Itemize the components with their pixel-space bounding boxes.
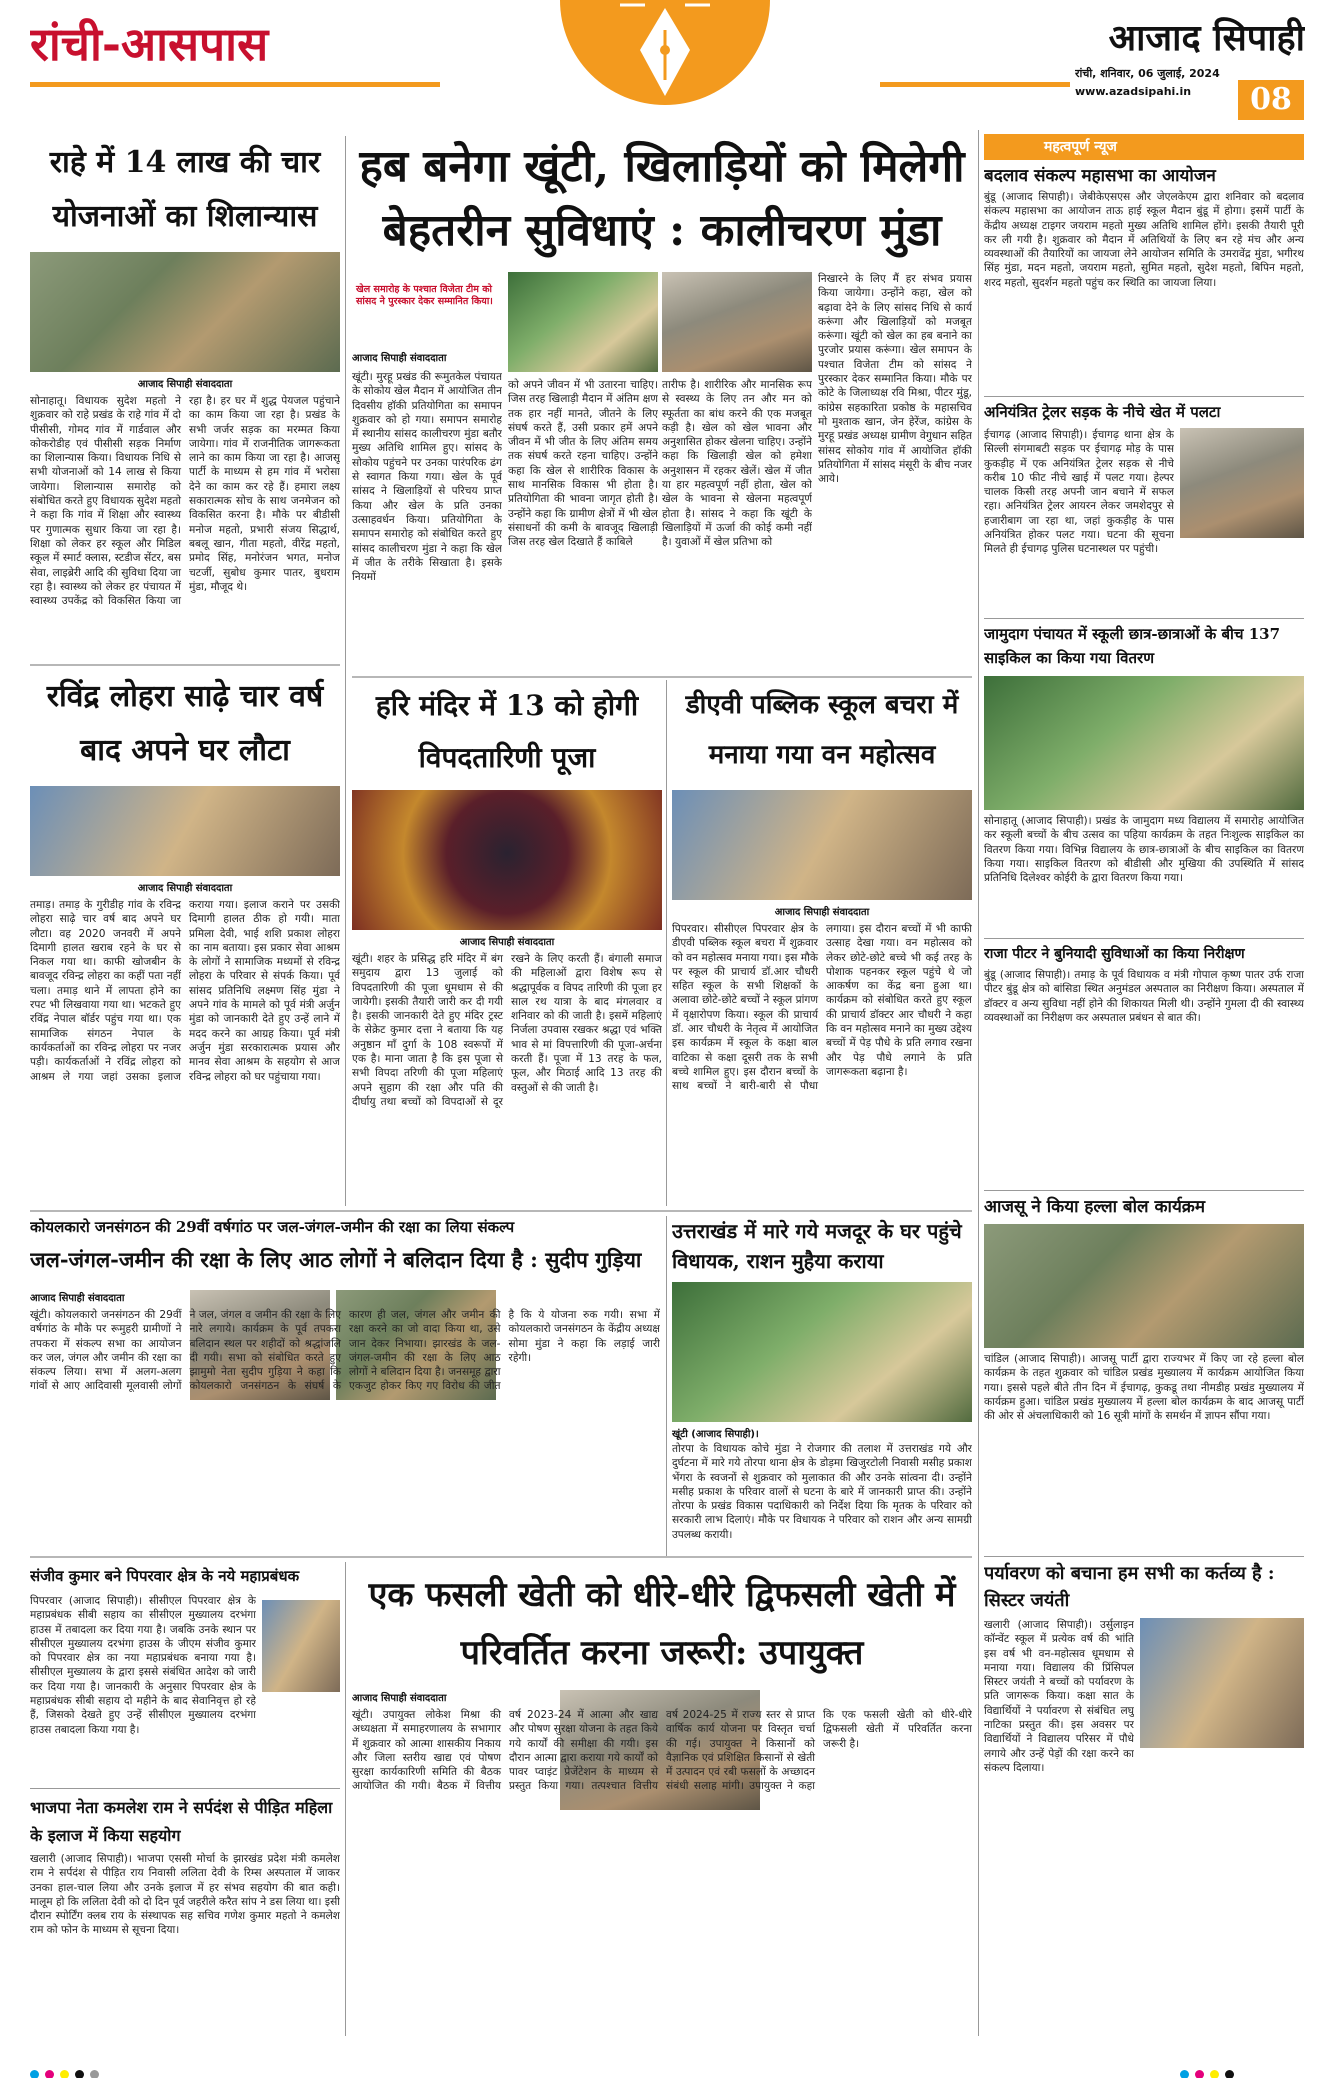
paper-name: आजाद सिपाही	[1108, 17, 1305, 59]
right-n4-headline: राजा पीटर ने बुनियादी सुविधाओं का किया निरीक्षण	[984, 946, 1245, 962]
pen-nib-icon	[560, 0, 770, 105]
column-rule	[666, 680, 667, 1206]
column-rule	[666, 1216, 667, 1556]
right-n6-photo	[1140, 1618, 1304, 1748]
divider	[984, 1190, 1304, 1191]
masthead	[0, 0, 1325, 128]
important-news-label: महत्वपूर्ण न्यूज	[984, 134, 1304, 160]
koel-byline: आजाद सिपाही संवाददाता	[30, 1293, 125, 1304]
mid2-body: पिपरवार। सीसीएल पिपरवार क्षेत्र के डीएवी पब्लिक स्कूल बचरा में शुक्रवार को वन महोत्सव मनाया गया। इस मौके पर स्कूल की प्राचार्य डॉ.आर चौधरी सहित स्कूल के सभी शिक्षकों के अलावा छोटे-छोटे बच्चों ने स्कूल प्रांगण में वृक्षारोपण किया। स्कूल की प्राचार्य डॉ. आर चौधरी के नेतृत्व में आयोजित इस कार्यक्रम में स्कूल के कक्षा बाल वाटिका से कक्षा दूसरी तक के सभी बच्चे शामिल हुए। इस दौरान बच्चों के साथ बच्चों ने बारी-बारी से पौधा लगाया। इस दौरान बच्चों में भी काफी उत्साह देखा गया। वन महोत्सव को लेकर छोटे-छोटे बच्चे भी कई तरह के पोशाक पहनकर स्कूल पहुंचे थे जो आकर्षण का केंद्र बना हुआ था। कार्यक्रम को संबोधित करते हुए स्कूल की प्राचार्य डॉक्टर आर चौधरी ने कहा कि वन महोत्सव मनाने का मुख्य उद्देश्य बच्चों में पेड़ पौधे के प्रति लगाव रखना और पेड़ पौधे लगाने के प्रति जागरूकता बढ़ाना है।	[672, 923, 972, 1093]
mid2-byline: आजाद सिपाही संवाददाता	[774, 907, 870, 918]
column-rule	[345, 1562, 346, 2036]
right-n6-body: खलारी (आजाद सिपाही)। उर्सुलाइन कॉन्वेंट स्कूल में प्रत्येक वर्ष की भांति इस वर्ष भी वन-महोत्सव धूमधाम से मनाया गया। विद्यालय की प्रिंसिपल सिस्टर जयंती ने बच्चों को पर्यावरण के प्रति जागरूक किया। कक्षा सात के विद्यार्थियों ने पर्यावरण से संबंधित लघु नाटिका प्रस्तुत की। इस अवसर पर विद्यार्थियों ने विद्यालय परिसर में पौधे लगाये और उन्हें पेड़ों की रक्षा करने का संकल्प दिलाया।	[984, 1619, 1134, 1774]
lead-headline-1: हब बनेगा खूंटी, खिलाड़ियों को मिलेगी	[359, 141, 965, 192]
right-n3-headline: जामुदाग पंचायत में स्कूली छात्र-छात्राओं के बीच 137 साइकिल का किया गया वितरण	[984, 625, 1281, 667]
column-rule	[978, 130, 979, 2036]
right-n5-body: चांडिल (आजाद सिपाही)। आजसू पार्टी द्वारा राज्यभर में किए जा रहे हल्ला बोल कार्यक्रम के तहत शुक्रवार को चांडिल प्रखंड मुख्यालय में कार्यक्रम आयोजित किया गया। इससे पहले बीते तीन दिन में ईचागढ़, कुकडू तथा नीमडीह प्रखंड मुख्यालय में कार्यक्रम हुआ। चांडिल प्रखंड मुख्यालय में हल्ला बोल कार्यक्रम के बाद आजसू पार्टी की ओर से अंचलाधिकारी को 16 सूत्री मांगों के समर्थन में ज्ञापन सौंपा गया।	[984, 1353, 1304, 1423]
koel-body: खूंटी। कोयलकारो जनसंगठन की 29वीं वर्षगांठ के मौके पर रूमुहरी ग्रामीणों ने तपकरा में संकल्प सभा का आयोजन कर जल, जंगल और जमीन की रक्षा का संकल्प लिया। सभा में अलग-अलग गांवों से आए आदिवासी मूलवासी लोगों ने जल, जंगल व जमीन की रक्षा के लिए नारे लगाये। कार्यक्रम के पूर्व तपकरा बलिदान स्थल पर शहीदों को श्रद्धांजलि दी गयी। सभा को संबोधित करते हुए झामुमो नेता सुदीप गुड़िया ने कहा कि कोयलकारो जनसंगठन के संघर्ष के कारण ही जल, जंगल और जमीन की रक्षा करने का जो वादा किया था, उसे जान देकर निभाया। झारखंड के जल-जंगल-जमीन की रक्षा के लिए आठ लोगों ने बलिदान दिया है। जनसमूह द्वारा एकजुट होकर किए गए विरोध की जीत है कि ये योजना रुक गयी। सभा में कोयलकारो जनसंगठन के केंद्रीय अध्यक्ष सोमा मुंडा ने कहा कि लड़ाई जारी रहेगी।	[30, 1309, 660, 1393]
divider	[984, 1556, 1304, 1557]
left2-headline: रविंद्र लोहरा साढ़े चार वर्ष बाद अपने घर लौटा	[46, 679, 324, 768]
uttarakhand-body: तोरपा के विधायक कोचे मुंडा ने रोजगार की तलाश में उत्तराखंड गये और दुर्घटना में मारे गये तोरपा थाना क्षेत्र के डोड़मा खिजुरटोली निवासी मसीह प्रकाश भेंगरा के स्वजनों से शुक्रवार को मुलाकात की और उनके सांत्वना दी। उन्होंने मसीह प्रकाश के परिवार वालों से घटना के बारे में जानकारी प्राप्त की। उन्होंने तोरपा के प्रखंड विकास पदाधिकारी को निर्देश दिया कि मृतक के परिवार को सरकारी लाभ दिलाएं। मौके पर विधायक ने परिवार को राशन और अन्य सामग्री उपलब्ध करायी।	[672, 1443, 972, 1541]
divider	[984, 938, 1304, 939]
mid2-headline: डीएवी पब्लिक स्कूल बचरा में मनाया गया वन महोत्सव	[685, 690, 959, 770]
lead-body-col2: को अपने जीवन में भी उतारना चाहिए। जिस तरह खिलाड़ी मैदान में अंतिम क्षण तक हार नहीं मानते, जीतने के लिए संघर्ष करते हैं, उसी प्रकार हमें अपने जीवन में भी जीत के लिए अंतिम समय तक संघर्ष करते रहना चाहिए। उन्होंने कहा कि खेल से शारीरिक विकास के साथ मानसिक विकास भी होता है। प्रतियोगिता की भावना जागृत होती है। उन्होंने कहा कि ग्रामीण क्षेत्रों में भी खेल संसाधनों की कमी के बावजूद खिलाड़ी जिस तरह खेल दिखाते हैं काबिले	[508, 379, 658, 549]
right-n5-photo	[984, 1224, 1304, 1348]
right-n1-headline: बदलाव संकल्प महासभा का आयोजन	[984, 166, 1216, 186]
pen-nib-emblem	[560, 0, 770, 105]
section-title: रांची-आसपास	[30, 17, 269, 71]
divider	[30, 664, 340, 666]
footer-color-dots	[30, 2064, 230, 2078]
left2-byline: आजाद सिपाही संवाददाता	[137, 883, 233, 894]
website: www.azadsipahi.in	[1075, 85, 1192, 98]
right-n2-body: ईचागढ़ (आजाद सिपाही)। ईचागढ़ थाना क्षेत्र के सिल्ली संगमाबटी सड़क पर ईचागढ़ मोड़ के पास कुकड़ीह में एक अनियंत्रित ट्रेलर सड़क से नीचे करीब 10 फीट नीचे खाई में पलट गया। हेल्पर चालक किसी तरह अपनी जान बचाने में सफल रहा। अनियंत्रित ट्रेलर आयरन लेकर जमशेदपुर से हजारीबाग जा रहा था, जहां कुकड़ीह के पास अनियंत्रित होकर पलट गया। घटना की सूचना मिलते ही ईचागढ़ पुलिस घटनास्थल पर पहुंची।	[984, 429, 1174, 556]
lead-photo-2	[662, 272, 812, 372]
uttarakhand-headline: उत्तराखंड में मारे गये मजदूर के घर पहुंचे विधायक, राशन मुहैया कराया	[672, 1219, 962, 1273]
right-n2-headline: अनियंत्रित ट्रेलर सड़क के नीचे खेत में पलटा	[984, 403, 1221, 421]
lead-byline: आजाद सिपाही संवाददाता	[352, 353, 447, 364]
divider	[352, 676, 972, 678]
left1-photo	[30, 252, 340, 372]
mid1-photo	[352, 790, 662, 930]
uttarakhand-photo	[672, 1282, 972, 1422]
divider	[30, 1210, 972, 1212]
koel-kicker: कोयलकारो जनसंगठन की 29वीं वर्षगांठ पर जल-जंगल-जमीन की रक्षा का लिया संकल्प	[30, 1218, 515, 1236]
mid1-body: खूंटी। शहर के प्रसिद्ध हरि मंदिर में बंग समुदाय द्वारा 13 जुलाई को विपदतारिणी की पूजा धूमधाम से की जायेगी। इसकी तैयारी जारी कर दी गयी है। इसकी जानकारी देते हुए मंदिर ट्रस्ट के सेक्रेट कुमार दत्ता ने बताया कि यह अनुष्ठान माँ दुर्गा के 108 स्वरूपों में एक है। माना जाता है कि इस पूजा से सभी विपदा तरिणी की पूजा महिलाएं अपने सुहाग की रक्षा और पति की दीर्घायु तथा बच्चों को विपदाओं से दूर रखने के लिए करती हैं। बंगाली समाज की महिलाओं द्वारा विशेष रूप से श्रद्धापूर्वक व विपद तारिणी की पूजा हर साल रथ यात्रा के बाद मंगलवार व शनिवार को की जाती है। इसमें महिलाएं निर्जला उपवास रखकर श्रद्धा एवं भक्ति भाव से मां विपत्तारिणी की पूजा-अर्चना करती हैं। पूजा में 13 तरह के फल, फूल, और मिठाई आदि 13 तरह की वस्तुओं से की जाती है।	[352, 953, 662, 1108]
koel-headline: जल-जंगल-जमीन की रक्षा के लिए आठ लोगों ने बलिदान दिया है : सुदीप गुड़िया	[30, 1247, 642, 1272]
lead-body-col3: तारीफ है। शारीरिक और मानसिक रूप से स्वस्थ्य के लिए तन और मन को स्फूर्तता का बांध करने की एक मजबूत कड़ी है। खेल को खेल भावना और अनुशासित होकर खेलना चाहिए। उन्होंने कहा कि खिलाड़ी खेल को हमेशा अनुशासन में रहकर खेलें। खेल में जीत या हार महत्वपूर्ण नहीं होता, खेल को खेल के भावना से खेलना महत्वपूर्ण होता है। सांसद ने कहा कि खूंटी के खिलाड़ियों में ऊर्जा की कोई कमी नहीं है। युवाओं में खेल प्रतिभा को	[662, 379, 812, 549]
right-n6-headline: पर्यावरण को बचाना हम सभी का कर्तव्य है : सिस्टर जयंती	[984, 1563, 1275, 1611]
right-n5-headline: आजसू ने किया हल्ला बोल कार्यक्रम	[984, 1197, 1206, 1217]
divider	[984, 618, 1304, 619]
lead-photo-caption: खेल समारोह के पश्चात विजेता टीम को सांसद ने पुरस्कार देकर सम्मानित किया।	[352, 282, 502, 342]
lead-photo-1	[508, 272, 658, 372]
column-rule	[345, 136, 346, 1206]
kheti-byline: आजाद सिपाही संवाददाता	[352, 1693, 447, 1704]
masthead-rule	[30, 82, 440, 87]
mid1-headline: हरि मंदिर में 13 को होगी विपदतारिणी पूजा	[375, 689, 639, 774]
masthead-rule-right	[880, 82, 1070, 87]
right-n3-body: सोनाहातू (आजाद सिपाही)। प्रखंड के जामुदाग मध्य विद्यालय में समारोह आयोजित कर स्कूली बच्चों के बीच उत्सव का पहिया कार्यक्रम के तहत निःशुल्क साइकिल का वितरण किया गया। विभिन्न विद्यालय के छात्र-छात्राओं के बीच साइकिल का वितरण किया गया। साइकिल वितरण को बीडीसी और मुखिया की उपस्थिति में सांसद प्रतिनिधि दिलेश्वर कोईरी के द्वारा वितरण किया गया।	[984, 815, 1304, 885]
kheti-body: खूंटी। उपायुक्त लोकेश मिश्रा की अध्यक्षता में समाहरणालय के सभागार में शुक्रवार को आत्मा शासकीय निकाय और जिला स्तरीय खाद्य एवं पोषण सुरक्षा कार्यकारिणी समिति की बैठक आयोजित की गयी। बैठक में वित्तीय वर्ष 2023-24 में आत्मा और खाद्य और पोषण सुरक्षा योजना के तहत किये गये कार्यों की समीक्षा की गयी। इस दौरान आत्मा द्वारा कराया गये कार्यों को पावर प्वाइंट प्रेजेंटेशन के माध्यम से प्रस्तुत किया गया। तत्पश्चात वित्तीय वर्ष 2024-25 में राज्य स्तर से प्राप्त वार्षिक कार्य योजना पर विस्तृत चर्चा की गई। उपायुक्त ने किसानों को वैज्ञानिक एवं प्रशिक्षित किसानों से खेती में उत्पादन एवं रबी फसलों के अच्छादन संबंधी सलाह मांगी। उपायुक्त ने कहा कि एक फसली खेती को धीरे-धीरे द्विफसली खेती में परिवर्तित करना जरूरी है।	[352, 1709, 972, 1793]
divider	[30, 1556, 972, 1558]
bjp-body: खलारी (आजाद सिपाही)। भाजपा एससी मोर्चा के झारखंड प्रदेश मंत्री कमलेश राम ने सर्पदंश से पीड़ित राय निवासी ललिता देवी के रिम्स अस्पताल में जाकर उनका हाल-चाल लिया और उनके इलाज में हर संभव सहयोग की बात कही। मालूम हो कि ललिता देवी को दो दिन पूर्व जहरीले करैत सांप ने डस लिया था। इसी दौरान स्पोर्टिंग क्लब राय के संस्थापक सह सचिव गणेश कुमार महतो ने कमलेश राम को फोन के माध्यम से सूचना दिया।	[30, 1853, 340, 1937]
lead-body-col4: निखारने के लिए मैं हर संभव प्रयास किया जायेगा। उन्होंने कहा, खेल को बढ़ावा देने के लिए सांसद निधि से कार्य करूंगा और खिलाड़ियों को मजबूत करूंगा। खूंटी को खेल का हब बनाने का पुरजोर प्रयास करूंगा। खेल समापन के पश्चात विजेता टीम को सांसद ने पुरस्कार देकर सम्मानित किया। मौके पर कोटे के जिलाध्यक्ष रवि मिश्रा, पीटर मुंडू, कांग्रेस सहकारिता प्रकोष्ठ के महासचिव मो मुश्ताक खान, जेन हेरेंज, कांग्रेस के मुरहू प्रखंड अध्यक्ष ग्रामीण वेगुधान सहित सांसद सोकोय गांव में आयोजित हॉकी प्रतियोगिता में सांसद मंसूरी के बीच नजर आये।	[818, 273, 972, 486]
left1-byline: आजाद सिपाही संवाददाता	[137, 379, 233, 390]
left1-body: सोनाहातू। विधायक सुदेश महतो ने शुक्रवार को राहे प्रखंड के राहे गांव में दो पीसीसी, गोमद गांव में गार्डवाल और कोकरोडीह एवं पीसीसी सड़क निर्माण का शिलान्यास किया। विधायक निधि से सभी योजनाओं को 14 लाख से किया जायेगा। शिलान्यास समारोह को संबोधित करते हुए विधायक सुदेश महतो ने कहा कि गांव में शिक्षा और स्वास्थ्य पर गुणात्मक सुधार किया जा रहा है। शिक्षा को लेकर हर स्कूल और मिडिल स्कूल में स्मार्ट क्लास, स्टडीज सेंटर, बस सेवा, लाइब्रेरी आदि की सुविधा दिया जा रहा है। स्वास्थ्य को लेकर हर पंचायत में स्वास्थ्य उपकेंद्र को विकसित किया जा रहा है। हर घर में शुद्ध पेयजल पहुंचाने का काम किया जा रहा है। प्रखंड के सभी जर्जर सड़क का मरम्मत किया जायेगा। गांव में राजनीतिक जागरूकता लाने का काम किया जा रहा है। आजसू पार्टी के माध्यम से हम गांव में भरोसा देने का काम कर रहे हैं। हमारा लक्ष्य सकारात्मक सोच के साथ जनमेजन को विकसित करना है। मौके पर बीडीसी मनोज महतो, प्रभारी संजय सिद्धार्थ, बबलू खान, गीता महतो, वीरेंद्र महतो, प्रमोद सिंह, मनोरंजन भगत, मनोज चटर्जी, सुबोध कुमार पातर, बुधराम मुंडा, मौजूद थे।	[30, 395, 340, 608]
left2-photo	[30, 786, 340, 876]
dateline: रांची, शनिवार, 06 जुलाई, 2024	[1075, 67, 1220, 80]
mid1-byline: आजाद सिपाही संवाददाता	[459, 937, 555, 948]
left2-body: तमाड़। तमाड़ के गुरीडीह गांव के रविन्द्र लोहरा साढ़े चार वर्ष बाद अपने घर लौटा। वह 2020 जनवरी में अपने दिमागी हालत खराब रहने के घर से निकल गया था। काफी खोजबीन के बावजूद रविन्द्र लोहरा का कहीं पता नहीं चला। तमाड़ थाने में लापता होने का रपट भी लिखवाया गया था। भटकते हुए रविंद्र नेपाल बॉर्डर पहुंच गया था। एक सामाजिक संगठन नेपाल के कार्यकर्ताओं का रविन्द्र लोहरा पर नजर पड़ी। कार्यकर्ताओं ने रविंद्र लोहरा को आश्रम ले गया जहां उसका इलाज कराया गया। इलाज कराने पर उसकी दिमागी हालत ठीक हो गयी। माता प्रमिला देवी, भाई शशि प्रकाश लोहरा का नाम बताया। इस प्रकार सेवा आश्रम के लोगों ने सामाजिक मध्यमों से रविन्द्र लोहरा के परिवार से संपर्क किया। पूर्व सांसद प्रतिनिधि लक्ष्मण सिंह मुंडा ने अपने गांव के मामले को पूर्व मंत्री अर्जुन मुंडा को जानकारी देते हुए उन्हें लाने में मदद करने का आग्रह किया। पूर्व मंत्री अर्जुन मुंडा सरकारात्मक प्रयास और मानव सेवा आश्रम के सहयोग से आज रविन्द्र लोहरा को घर पहुंचाया गया।	[30, 899, 340, 1083]
page-number: 08	[1238, 80, 1304, 120]
left1-headline: राहे में 14 लाख की चार योजनाओं का शिलान्यास	[49, 145, 321, 234]
kheti-headline: एक फसली खेती को धीरे-धीरे द्विफसली खेती में परिवर्तित करना जरूरी: उपायुक्त	[368, 1575, 956, 1673]
lead-body-col1: खूंटी। मुरहू प्रखंड की रूमुतकेल पंचायत के सोकोय खेल मैदान में आयोजित तीन दिवसीय हॉकी प्रतियोगिता का समापन शुक्रवार को हो गया। समापन समारोह में स्थानीय सांसद कालीचरण मुंडा बतौर मुख्य अतिथि शामिल हुए। सांसद के सोकोय पहुंचने पर उनका पारंपरिक ढंग से स्वागत किया गया। खेल के पूर्व सांसद ने खिलाड़ियों से परिचय प्राप्त किया और खेल के प्रति उनका उत्साहवर्धन किया। प्रतियोगिता के समापन समारोह को संबोधित करते हुए सांसद कालीचरण मुंडा ने कहा कि खेल में जीत के तरीके सिखाता है। इसके नियमों	[352, 371, 502, 584]
lead-headline-2: बेहतरीन सुविधाएं : कालीचरण मुंडा	[382, 205, 942, 256]
right-n4-body: बुंडू (आजाद सिपाही)। तमाड़ के पूर्व विधायक व मंत्री गोपाल कृष्ण पातर उर्फ राजा पीटर बुंडू क्षेत्र को बांसिडा स्थित अनुमंडल अस्पताल का निरीक्षण किया। अस्पताल में डॉक्टर व अन्य सुविधा नहीं होने की शिकायत मिली थी। उन्होंने गुमला दी की स्वास्थ्य व्यवस्थाओं का निरीक्षण कर अस्पताल प्रबंधन से बात की।	[984, 969, 1304, 1024]
footer-color-dots-right	[1180, 2064, 1310, 2078]
bjp-headline: भाजपा नेता कमलेश राम ने सर्पदंश से पीड़ित महिला के इलाज में किया सहयोग	[30, 1798, 333, 1845]
right-n3-photo	[984, 676, 1304, 810]
sanjeev-photo	[262, 1600, 340, 1692]
divider	[30, 1788, 340, 1789]
right-n2-photo	[1180, 428, 1304, 538]
uttarakhand-byline: खूंटी (आजाद सिपाही)।	[672, 1429, 759, 1440]
sanjeev-headline: संजीव कुमार बने पिपरवार क्षेत्र के नये महाप्रबंधक	[30, 1567, 300, 1585]
mid2-photo	[672, 790, 972, 900]
right-n1-body: बुंडू (आजाद सिपाही)। जेबीकेएसएस और जेएलकेएम द्वारा शनिवार को बदलाव संकल्प महासभा का आयोजन ताऊ हाई स्कूल मैदान बुंडू में होगा। इसमें पार्टी के केंद्रीय अध्यक्ष टाइगर जयराम महतो मुख्य अतिथि शामिल होंगे। इसकी तैयारी पूरी कर ली गयी है। शुक्रवार को मैदान में अतिथियों के लिए बन रहे मंच और अन्य व्यवस्थाओं की तैयारियों का जायजा लेने आयोजन समिति के उमरावेंद्र मुंडा, भगीरथ सिंह मुंडा, मदन महतो, जयराम महतो, सुमित महतो, सुदेश महतो, बिपिन महतो, शरद महतो, सुदर्शन महतो पहुंच कर स्थिति का जायजा लिया।	[984, 191, 1304, 289]
sanjeev-body: पिपरवार (आजाद सिपाही)। सीसीएल पिपरवार क्षेत्र के महाप्रबंधक सीबी सहाय का सीसीएल मुख्यालय दरभंगा हाउस में तबादला कर दिया गया है। जबकि उनके स्थान पर सीसीएल मुख्यालय दरभंगा हाउस के जीएम संजीव कुमार को पिपरवार क्षेत्र का नया महाप्रबंधक बनाया गया है। सीसीएल मुख्यालय के द्वारा इससे संबंधित आदेश को जारी कर दिया गया है। जानकारी के अनुसार पिपरवार क्षेत्र के महाप्रबंधक सीबी सहाय दो महीने के बाद सेवानिवृत्त हो रहे हैं, जिसको देखते हुए उन्हें सीसीएल मुख्यालय दरभंगा हाउस तबादला किया गया है।	[30, 1595, 256, 1736]
divider	[984, 396, 1304, 397]
